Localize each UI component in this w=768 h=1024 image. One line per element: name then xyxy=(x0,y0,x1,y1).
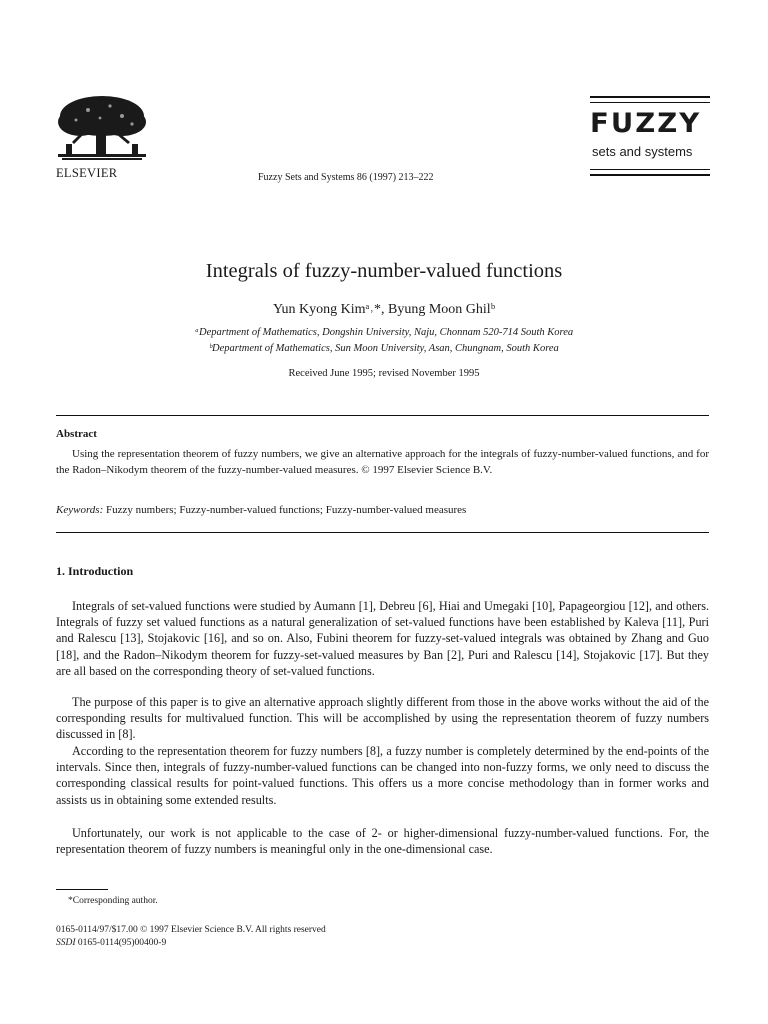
keywords-list: Fuzzy numbers; Fuzzy-number-valued functions; Fuzzy-number-valued measures xyxy=(106,504,467,516)
journal-citation: Fuzzy Sets and Systems 86 (1997) 213–222 xyxy=(258,172,434,183)
ssdi-value: 0165-0114(95)00400-9 xyxy=(77,938,167,948)
ssdi-label: SSDI xyxy=(56,938,76,948)
journal-bottom-rule-2 xyxy=(590,174,710,176)
intro-paragraph-3: According to the representation theorem for fuzzy numbers [8], a fuzzy number is completely determined by the end-points of the intervals. Since then, integrals of fuzzy-number-valued functions can be changed into non-fuzzy forms, we only need to discuss the corresponding classical results for point-valued functions. This offers us a more concise methodology than in former works and assists us in obtaining some extended results. xyxy=(56,744,709,807)
abstract-bottom-rule xyxy=(56,532,709,533)
abstract-top-rule xyxy=(56,415,709,416)
intro-paragraph-4: Unfortunately, our work is not applicable to the case of 2- or higher-dimensional fuzzy-number-valued functions. For, the representation theorem of fuzzy numbers is meaningful only in the one-dimensional case. xyxy=(56,826,709,857)
affiliation-a: ᵃDepartment of Mathematics, Dongshin University, Naju, Chonnam 520-714 South Korea xyxy=(194,327,574,338)
affiliation-b: ᵇDepartment of Mathematics, Sun Moon University, Asan, Chungnam, South Korea xyxy=(209,343,559,354)
abstract-body: Using the representation theorem of fuzzy numbers, we give an alternative approach for the integrals of fuzzy-number-valued functions, and for the Radon–Nikodym theorem of the fuzzy-number-valued measures. © 1997 Elsevier Science B.V. xyxy=(56,448,709,476)
journal-top-rule-1 xyxy=(590,96,710,98)
footnote-corresponding-author: *Corresponding author. xyxy=(68,896,158,906)
journal-top-rule-2 xyxy=(590,102,710,103)
section-heading-introduction: 1. Introduction xyxy=(56,564,134,578)
received-dates: Received June 1995; revised November 1995 xyxy=(288,368,480,379)
footnote-rule xyxy=(56,889,108,890)
intro-paragraph-2: The purpose of this paper is to give an alternative approach slightly different from those in the above works without the aid of the corresponding results for multivalued function. This will be accomplished by using the representation theorem of fuzzy numbers discussed in [8]. xyxy=(56,695,709,742)
publisher-name: ELSEVIER xyxy=(56,166,118,180)
journal-bottom-rule-1 xyxy=(590,169,710,170)
intro-paragraph-1: Integrals of set-valued functions were studied by Aumann [1], Debreu [6], Hiai and Umegaki [10], Papageorgiou [12], and others. Integrals of fuzzy set valued functions as a natural generalization of set-valued functions have been established by Kaleva [11], Puri and Ralescu [13], Stojakovic [16], and so on. Also, Fubini theorem for fuzzy-set-valued integrals was obtained by Zhang and Guo [18], and the Radon–Nikodym theorem for fuzzy-set-valued measures by Ban [2], Puri and Ralescu [14], Stojakovic [17]. But they are all based on the corresponding theory of set-valued functions. xyxy=(56,599,709,678)
paper-title: Integrals of fuzzy-number-valued functions xyxy=(205,260,563,282)
journal-logo-subtitle: sets and systems xyxy=(592,144,693,159)
journal-logo-word: FUZZY xyxy=(590,108,702,139)
elsevier-tree-logo-icon xyxy=(52,92,152,168)
paper-authors: Yun Kyong Kimᵃ˒*, Byung Moon Ghilᵇ xyxy=(272,302,496,317)
ssdi-line xyxy=(56,938,166,948)
copyright-line: 0165-0114/97/$17.00 © 1997 Elsevier Science B.V. All rights reserved xyxy=(56,925,326,935)
keywords-label: Keywords: xyxy=(56,504,104,516)
abstract-heading: Abstract xyxy=(56,428,97,440)
keywords xyxy=(56,504,709,516)
